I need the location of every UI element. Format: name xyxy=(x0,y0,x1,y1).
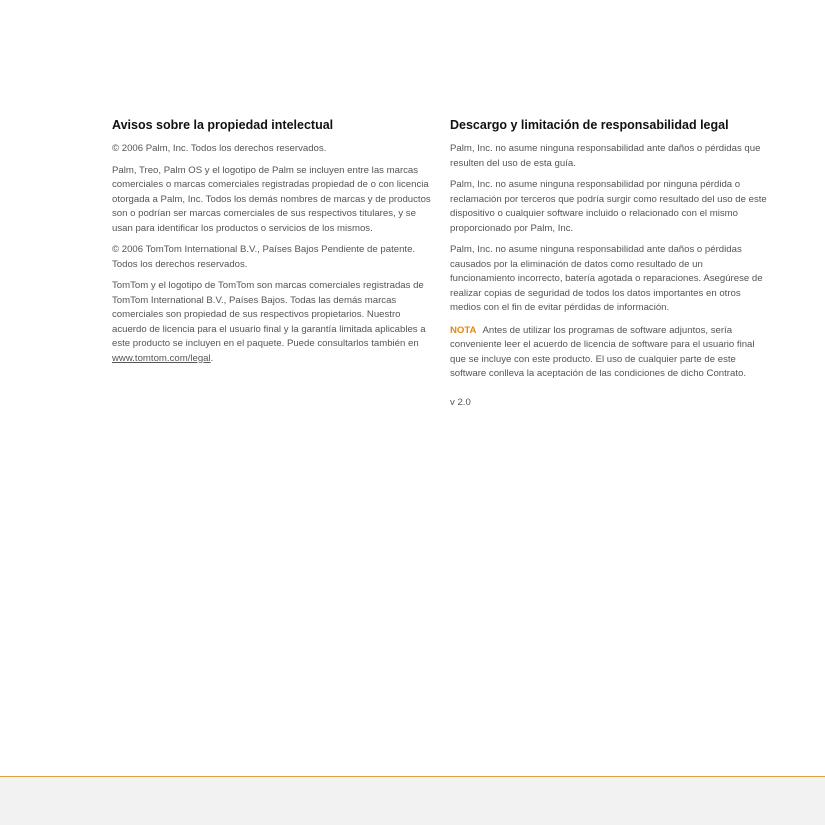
tomtom-trademarks-paragraph xyxy=(112,279,432,366)
disclaimer-paragraph-2: Palm, Inc. no asume ninguna responsabilidad por ninguna pérdida o reclamación por terceros que podría surgir como resultado del uso de este dispositivo o cualquier software incluido o relacionado con el mismo proporcionado por Palm, Inc. xyxy=(450,179,767,234)
left-column xyxy=(112,118,432,373)
note-paragraph xyxy=(450,324,770,382)
tomtom-copyright: © 2006 TomTom International B.V., Países Bajos Pendiente de patente. Todos los derechos reservados. xyxy=(112,244,416,270)
tomtom-trademarks-text: TomTom y el logotipo de TomTom son marcas comerciales registradas de TomTom International B.V., Países Bajos. Todas las demás marcas comerciales son propiedad de sus respectivos propietarios. Nuestro acuerdo de licencia para el usuario final y la garantía limitada aplicables a este producto se incluyen en el paquete. Puede consultarlos también en xyxy=(112,280,426,349)
disclaimer-heading: Descargo y limitación de responsabilidad legal xyxy=(450,118,729,132)
disclaimer-paragraph-3: Palm, Inc. no asume ninguna responsabilidad ante daños o pérdidas causados por la eliminación de datos como resultado de un funcionamiento incorrecto, batería agotada o reparaciones. Asegúrese de realizar copias de seguridad de todos los datos importantes en otros medios con el fin de evitar pérdidas de información. xyxy=(450,244,763,313)
note-label: NOTA xyxy=(450,324,477,336)
tomtom-legal-link[interactable]: www.tomtom.com/legal xyxy=(112,352,211,364)
palm-copyright: © 2006 Palm, Inc. Todos los derechos reservados. xyxy=(112,143,327,154)
note-text: Antes de utilizar los programas de software adjuntos, sería conveniente leer el acuerdo de licencia de software para el usuario final que se incluye con este producto. El uso de cualquier parte de este software conlleva la aceptación de las condiciones de dicho Contrato. xyxy=(450,324,755,379)
ip-notices-heading: Avisos sobre la propiedad intelectual xyxy=(112,118,334,132)
version-label: v 2.0 xyxy=(450,396,471,408)
tomtom-trademarks-end: . xyxy=(210,352,214,364)
footer-band xyxy=(0,777,825,825)
palm-trademarks-paragraph: Palm, Treo, Palm OS y el logotipo de Palm se incluyen entre las marcas comerciales o marcas comerciales registradas propiedad de o con licencia otorgada a Palm, Inc. Todos los demás nombres de marcas y de productos son o podrían ser marcas comerciales de sus respectivos titulares, y se usan para identificar los productos o servicios de los mismos. xyxy=(112,164,431,234)
right-column xyxy=(450,118,770,417)
disclaimer-paragraph-1: Palm, Inc. no asume ninguna responsabilidad ante daños o pérdidas que resulten del uso de esta guía. xyxy=(450,143,761,169)
